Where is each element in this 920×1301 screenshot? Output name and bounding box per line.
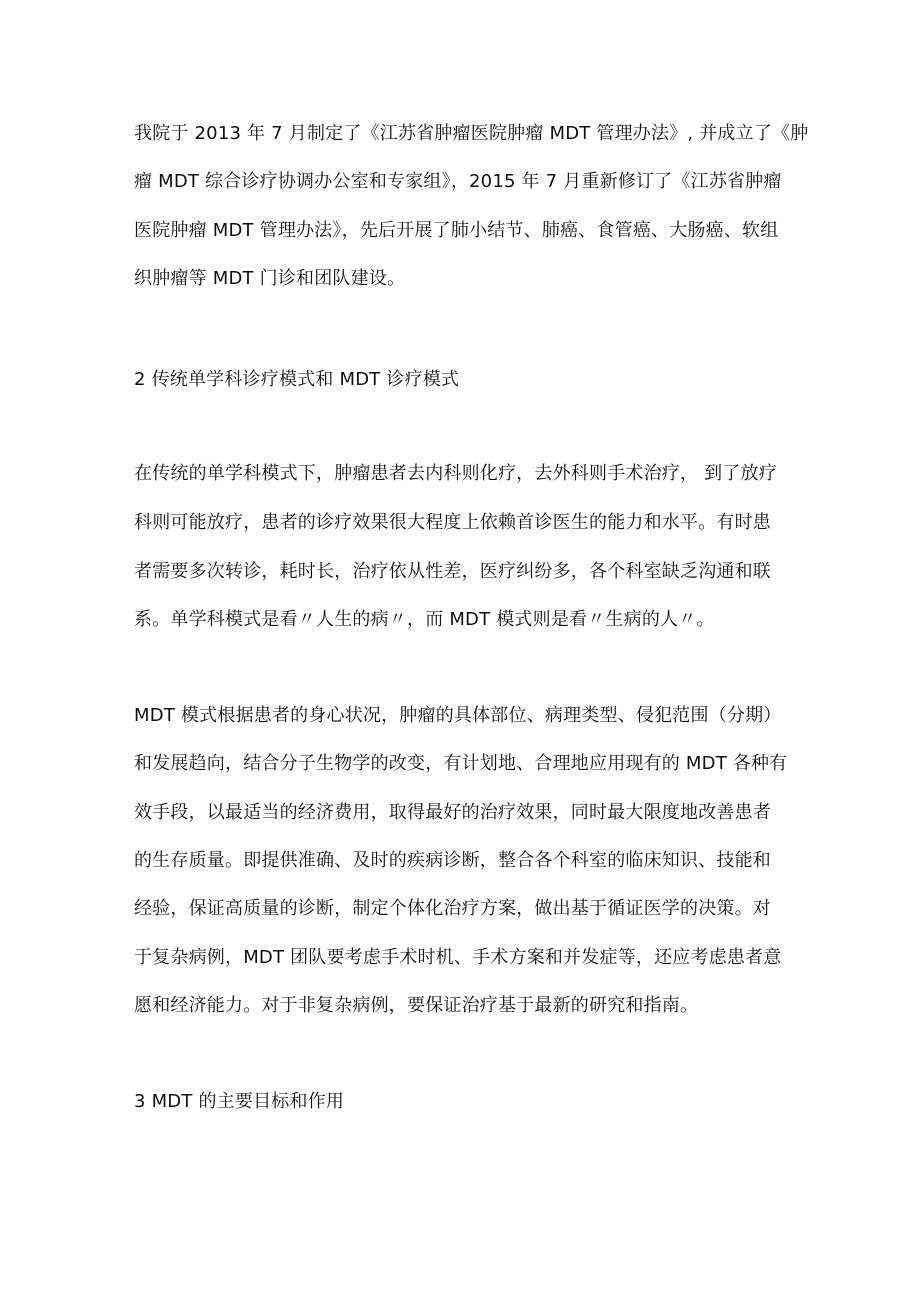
text-line: 和发展趋向，结合分子生物学的改变，有计划地、合理地应用现有的 MDT 各种有 [134, 753, 788, 774]
text-line: 者需要多次转诊，耗时长，治疗依从性差，医疗纠纷多，各个科室缺乏沟通和联 [134, 561, 771, 582]
section-heading: 3 MDT 的主要目标和作用 [134, 1091, 345, 1112]
text-line: 瘤 MDT 综合诊疗协调办公室和专家组》，2015 年 7 月重新修订了《江苏省肿瘤 [134, 171, 782, 192]
text-line: 于复杂病例，MDT 团队要考虑手术时机、手术方案和并发症等，还应考虑患者意 [134, 947, 782, 968]
text-line: 医院肿瘤 MDT 管理办法》，先后开展了肺小结节、肺癌、食管癌、大肠癌、软组 [134, 220, 779, 241]
text-line: 效手段，以最适当的经济费用，取得最好的治疗效果，同时最大限度地改善患者 [134, 802, 771, 823]
section-heading: 2 传统单学科诊疗模式和 MDT 诊疗模式 [134, 369, 460, 390]
text-line: 科则可能放疗，患者的诊疗效果很大程度上依赖首诊医生的能力和水平。有时患 [134, 512, 771, 533]
text-line: MDT 模式根据患者的身心状况，肿瘤的具体部位、病理类型、侵犯范围（分期） [134, 705, 782, 726]
text-line: 系。单学科模式是看〃人生的病〃，而 MDT 模式则是看〃生病的人〃。 [134, 609, 715, 630]
text-line: 经验，保证高质量的诊断，制定个体化治疗方案，做出基于循证医学的决策。对 [134, 898, 771, 919]
text-line: 在传统的单学科模式下，肿瘤患者去内科则化疗，去外科则手术治疗， 到了放疗 [134, 463, 777, 484]
text-line: 织肿瘤等 MDT 门诊和团队建设。 [134, 268, 406, 289]
text-line: 愿和经济能力。对于非复杂病例，要保证治疗基于最新的研究和指南。 [134, 995, 699, 1016]
text-line: 我院于 2013 年 7 月制定了《江苏省肿瘤医院肿瘤 MDT 管理办法》, 并成立了《肿 [134, 123, 809, 144]
text-line: 的生存质量。即提供准确、及时的疾病诊断，整合各个科室的临床知识、技能和 [134, 850, 771, 871]
